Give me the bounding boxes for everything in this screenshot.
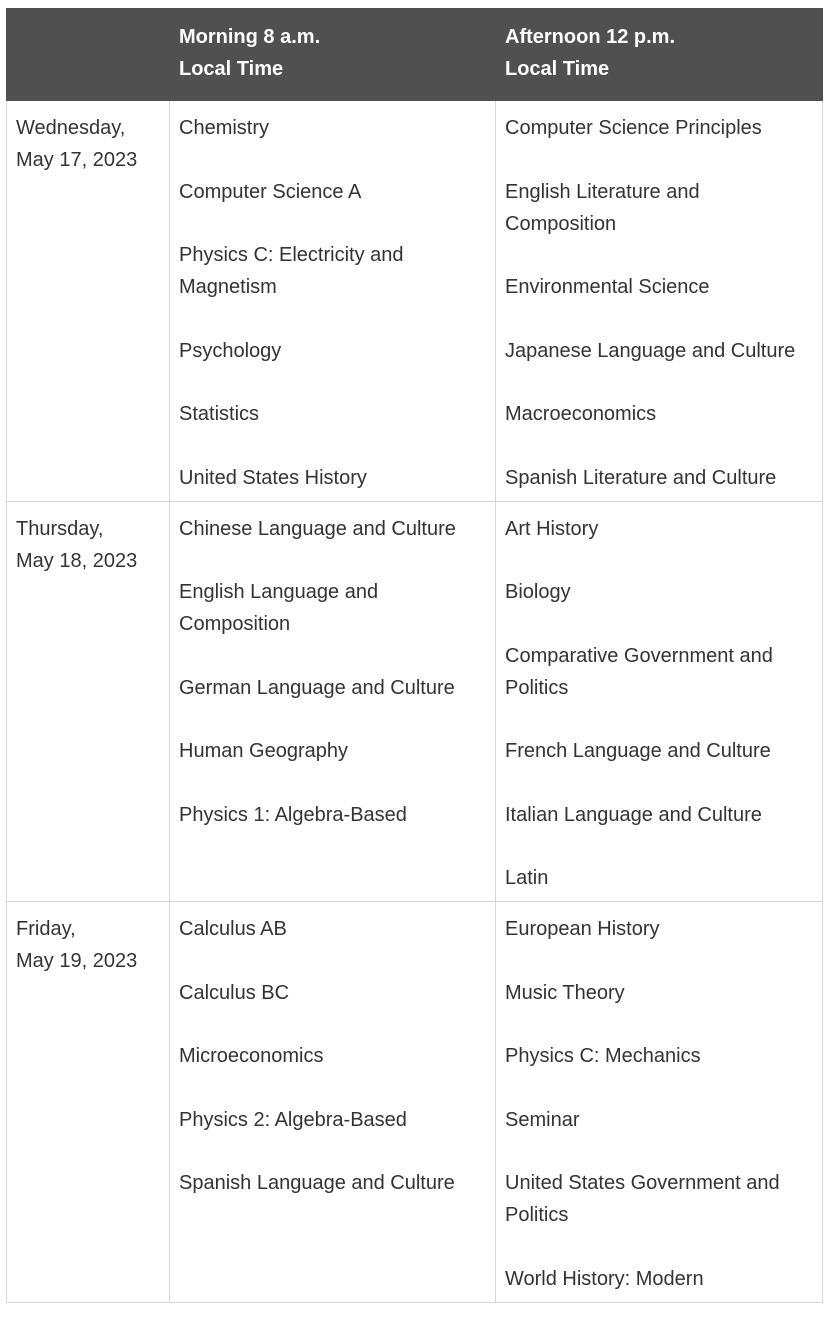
exam-name: Japanese Language and Culture bbox=[505, 339, 796, 362]
weekday: Friday, bbox=[16, 918, 76, 940]
header-morning-zone: Local Time bbox=[179, 58, 284, 80]
exam-name: Statistics bbox=[179, 403, 260, 425]
exam-name: Chemistry bbox=[179, 117, 270, 139]
table-body bbox=[7, 101, 823, 1303]
exam-name: Seminar bbox=[505, 1108, 580, 1131]
exam-name: Music Theory bbox=[505, 981, 625, 1004]
exam-name: Physics C: Electricity and Magnetism bbox=[179, 244, 404, 298]
date-cell bbox=[7, 902, 170, 1303]
header-date-column bbox=[7, 9, 170, 101]
exam-name: Macroeconomics bbox=[505, 403, 657, 425]
exam-name: Environmental Science bbox=[505, 276, 710, 298]
header-afternoon-zone: Local Time bbox=[505, 58, 610, 80]
afternoon-exams-cell bbox=[496, 501, 823, 902]
header-afternoon-time: Afternoon 12 p.m. bbox=[505, 26, 676, 48]
exam-name: English Literature and Composition bbox=[505, 180, 700, 235]
table-row bbox=[7, 902, 823, 1303]
exam-name: Spanish Language and Culture bbox=[179, 1172, 455, 1194]
morning-exams-cell bbox=[170, 902, 496, 1303]
exam-name: European History bbox=[505, 918, 660, 940]
exam-name: English Language and Composition bbox=[179, 581, 379, 635]
table-row bbox=[7, 501, 823, 902]
weekday: Wednesday, bbox=[16, 117, 126, 139]
date: May 18, 2023 bbox=[16, 549, 138, 572]
exam-name: Physics C: Mechanics bbox=[505, 1045, 701, 1067]
exam-name: Physics 2: Algebra-Based bbox=[179, 1108, 407, 1131]
exam-name: Latin bbox=[505, 867, 549, 889]
exam-name: Physics 1: Algebra-Based bbox=[179, 803, 407, 826]
exam-schedule-table bbox=[6, 8, 823, 1303]
morning-exams-cell bbox=[170, 101, 496, 502]
header-morning bbox=[170, 9, 496, 101]
header-row bbox=[7, 9, 823, 101]
exam-name: World History: Modern bbox=[505, 1267, 704, 1290]
exam-name: German Language and Culture bbox=[179, 676, 455, 699]
exam-name: Human Geography bbox=[179, 740, 348, 762]
exam-name: Calculus AB bbox=[179, 918, 287, 940]
exam-name: Computer Science A bbox=[179, 180, 362, 203]
exam-name: Chinese Language and Culture bbox=[179, 517, 456, 540]
exam-name: Calculus BC bbox=[179, 981, 290, 1004]
table-header bbox=[7, 9, 823, 101]
exam-name: Biology bbox=[505, 581, 571, 603]
header-afternoon bbox=[496, 9, 823, 101]
date-cell bbox=[7, 501, 170, 902]
exam-name: Art History bbox=[505, 517, 599, 540]
date: May 19, 2023 bbox=[16, 950, 138, 972]
exam-name: Italian Language and Culture bbox=[505, 803, 762, 826]
date: May 17, 2023 bbox=[16, 149, 138, 171]
exam-name: French Language and Culture bbox=[505, 740, 771, 762]
exam-name: Comparative Government and Politics bbox=[505, 644, 773, 699]
table-row bbox=[7, 101, 823, 502]
morning-exams-cell bbox=[170, 501, 496, 902]
exam-name: United States Government and Politics bbox=[505, 1172, 780, 1226]
afternoon-exams-cell bbox=[496, 902, 823, 1303]
date-cell bbox=[7, 101, 170, 502]
header-morning-time: Morning 8 a.m. bbox=[179, 26, 321, 48]
exam-name: Psychology bbox=[179, 339, 282, 362]
exam-name: Spanish Literature and Culture bbox=[505, 466, 777, 489]
exam-name: Microeconomics bbox=[179, 1045, 324, 1067]
afternoon-exams-cell bbox=[496, 101, 823, 502]
exam-name: United States History bbox=[179, 466, 367, 489]
weekday: Thursday, bbox=[16, 517, 104, 540]
exam-name: Computer Science Principles bbox=[505, 117, 762, 139]
